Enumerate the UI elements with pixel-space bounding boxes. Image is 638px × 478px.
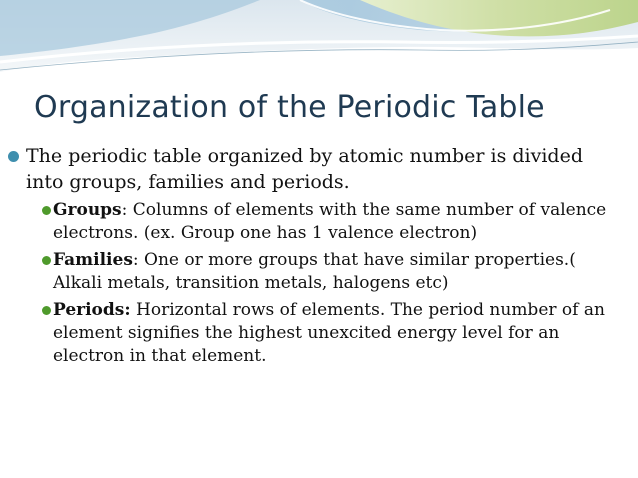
bullet-dot-icon [42,256,51,265]
sub-bullet-item-groups [26,199,623,245]
intro-bullet-item [8,143,623,368]
intro-text: The periodic table organized by atomic number is divided into groups, families and periods. [26,145,584,193]
sub-bullet-list [26,199,623,368]
slide-title: Organization of the Periodic Table [34,90,545,125]
term-groups: Groups [53,200,122,220]
bullet-dot-icon [8,151,19,162]
term-separator: : [121,200,133,220]
definition-periods: Horizontal rows of elements. The period number of an element signifies the highest unexcited energy level for an electron in that element. [53,300,605,366]
bullet-dot-icon [42,206,51,215]
term-periods: Periods: [53,300,131,320]
header-wave-decoration [0,0,638,80]
sub-bullet-item-periods [26,299,623,368]
sub-bullet-item-families [26,249,623,295]
definition-families: One or more groups that have similar properties.( Alkali metals, transition metals, halogens etc) [53,250,576,293]
definition-groups: Columns of elements with the same number of valence electrons. (ex. Group one has 1 valence electron) [53,200,607,243]
term-families: Families [53,250,133,270]
content-list [8,143,623,368]
term-separator: : [132,250,145,270]
bullet-dot-icon [42,306,51,315]
